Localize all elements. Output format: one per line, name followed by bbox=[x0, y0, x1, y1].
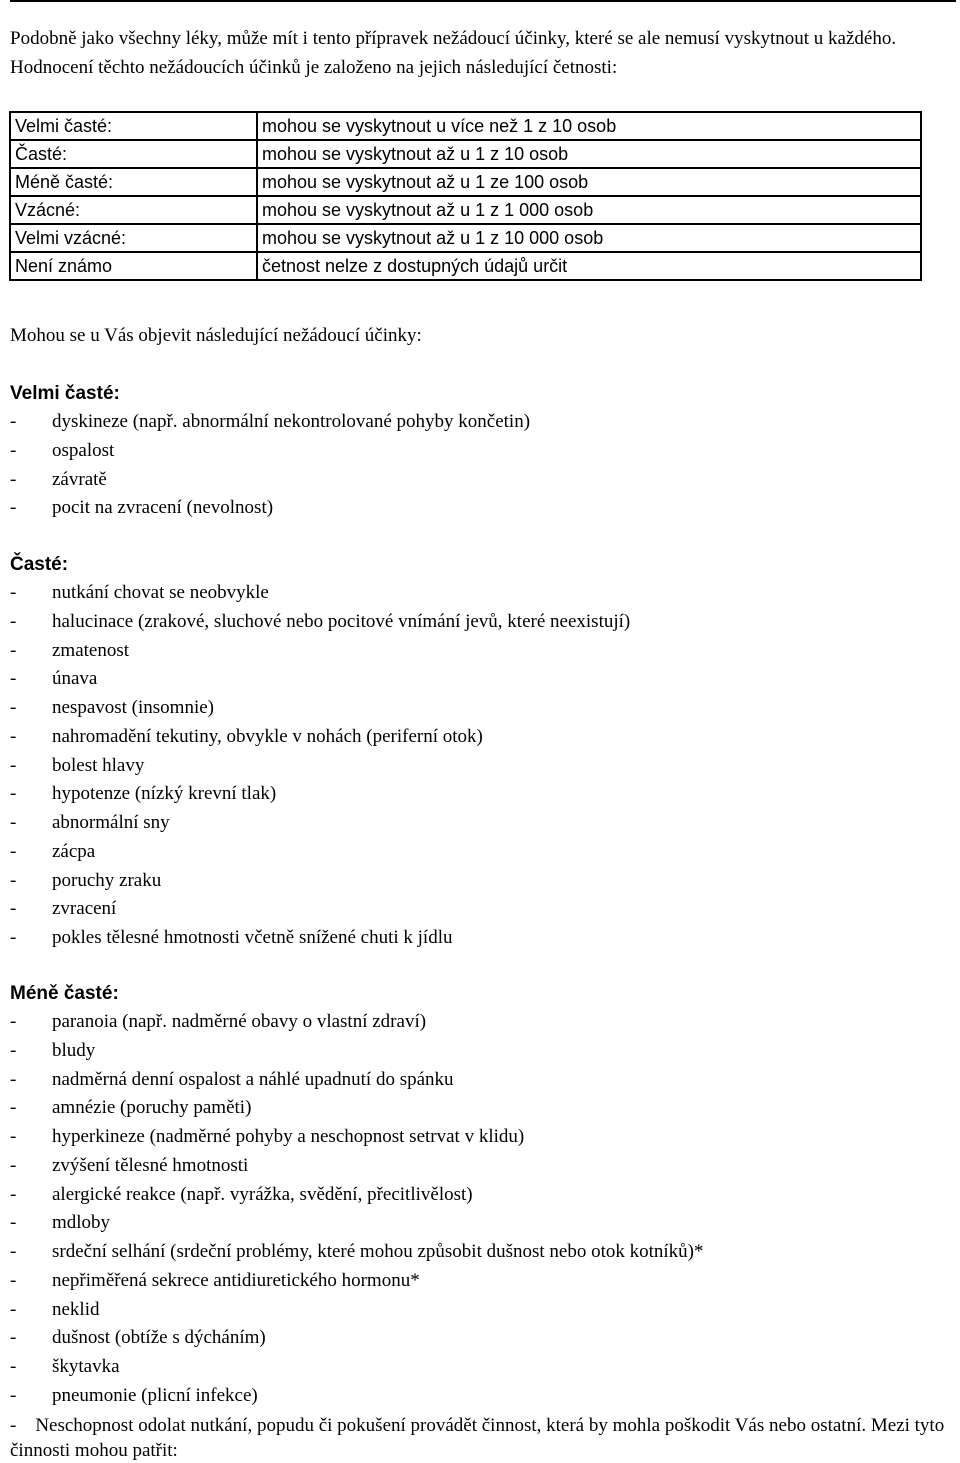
frequency-table bbox=[9, 111, 922, 281]
list-item: - srdeční selhání (srdeční problémy, které mohou způsobit dušnost nebo otok kotníků)* bbox=[10, 1241, 704, 1262]
frequency-description: mohou se vyskytnout u více než 1 z 10 osob bbox=[257, 112, 921, 140]
list-item: - pocit na zvracení (nevolnost) bbox=[10, 497, 274, 519]
table-row bbox=[10, 140, 921, 168]
list-item-text: nepřiměřená sekrece antidiuretického hormonu* bbox=[52, 1269, 420, 1291]
list-item-text: závratě bbox=[52, 468, 107, 490]
list-item: - nepřiměřená sekrece antidiuretického hormonu* bbox=[10, 1269, 420, 1291]
list-item-text: zácpa bbox=[52, 840, 96, 862]
section-uncommon bbox=[10, 980, 950, 1411]
list-item: - škytavka bbox=[10, 1356, 120, 1377]
list-item: - bludy bbox=[10, 1039, 96, 1061]
table-row bbox=[10, 112, 921, 140]
effects-list bbox=[10, 1008, 950, 1411]
list-item-text: alergické reakce (např. vyrážka, svědění, přecitlivělost) bbox=[52, 1183, 473, 1205]
list-item-text: Neschopnost odolat nutkání, popudu či pokušení provádět činnost, která by mohla poškodit Vás nebo ostatní. Mezi tyto činnosti mohou patřit: bbox=[10, 1415, 945, 1461]
list-item-text: bludy bbox=[52, 1039, 96, 1061]
list-item: - nespavost (insomnie) bbox=[10, 697, 215, 718]
list-item: - pneumonie (plicní infekce) bbox=[10, 1384, 258, 1406]
frequency-label: Časté: bbox=[10, 140, 257, 168]
list-item: - halucinace (zrakové, sluchové nebo pocitové vnímání jevů, které neexistují) bbox=[10, 610, 631, 632]
list-item-text: nahromadění tekutiny, obvykle v nohách (periferní otok) bbox=[52, 725, 483, 747]
list-item-text: halucinace (zrakové, sluchové nebo pocitové vnímání jevů, které neexistují) bbox=[52, 610, 631, 632]
list-item-text: hypotenze (nízký krevní tlak) bbox=[52, 783, 277, 805]
list-item-text: paranoia (např. nadměrné obavy o vlastní zdraví) bbox=[52, 1011, 427, 1032]
frequency-label: Velmi časté: bbox=[10, 112, 257, 140]
list-item: - mdloby bbox=[10, 1212, 111, 1234]
frequency-description: mohou se vyskytnout až u 1 z 1 000 osob bbox=[257, 196, 921, 224]
list-item-text: mdloby bbox=[52, 1212, 111, 1234]
list-item: - nahromadění tekutiny, obvykle v nohách (periferní otok) bbox=[10, 725, 483, 747]
list-item: - zvýšení tělesné hmotnosti bbox=[10, 1154, 249, 1176]
list-item-text: dyskineze (např. abnormální nekontrolované pohyby končetin) bbox=[52, 411, 531, 432]
list-item-text: nespavost (insomnie) bbox=[52, 697, 215, 718]
section-common bbox=[10, 551, 950, 953]
list-item-text: hyperkineze (nadměrné pohyby a neschopnost setrvat v klidu) bbox=[52, 1126, 525, 1147]
section-heading: Velmi časté: bbox=[10, 383, 120, 404]
list-item-text: nadměrná denní ospalost a náhlé upadnutí do spánku bbox=[52, 1068, 454, 1090]
list-item: - abnormální sny bbox=[10, 812, 170, 833]
list-item-text: ospalost bbox=[52, 439, 115, 461]
list-item-text: únava bbox=[52, 668, 98, 690]
list-item-text: dušnost (obtíže s dýcháním) bbox=[52, 1327, 266, 1349]
list-item: - poruchy zraku bbox=[10, 869, 162, 891]
list-item: - dušnost (obtíže s dýcháním) bbox=[10, 1327, 266, 1349]
lead-sentence: Mohou se u Vás objevit následující nežádoucí účinky: bbox=[10, 325, 422, 346]
list-item: - hyperkineze (nadměrné pohyby a neschopnost setrvat v klidu) bbox=[10, 1126, 525, 1147]
list-item-text: neklid bbox=[52, 1298, 100, 1320]
effects-list bbox=[10, 579, 950, 953]
list-item: - paranoia (např. nadměrné obavy o vlastní zdraví) bbox=[10, 1011, 427, 1032]
list-item: - hypotenze (nízký krevní tlak) bbox=[10, 783, 277, 805]
list-item-text: pneumonie (plicní infekce) bbox=[52, 1384, 258, 1406]
list-item-text: zvýšení tělesné hmotnosti bbox=[52, 1154, 249, 1176]
frequency-label: Vzácné: bbox=[10, 196, 257, 224]
list-item: - alergické reakce (např. vyrážka, svědění, přecitlivělost) bbox=[10, 1183, 473, 1205]
list-item-text: amnézie (poruchy paměti) bbox=[52, 1097, 252, 1119]
list-item: - bolest hlavy bbox=[10, 754, 145, 776]
frequency-label: Velmi vzácné: bbox=[10, 224, 257, 252]
list-item-text: poruchy zraku bbox=[52, 869, 162, 891]
list-item: - zmatenost bbox=[10, 639, 130, 661]
frequency-label: Méně časté: bbox=[10, 168, 257, 196]
list-item-text: srdeční selhání (srdeční problémy, které mohou způsobit dušnost nebo otok kotníků)* bbox=[52, 1241, 704, 1262]
list-item: - nadměrná denní ospalost a náhlé upadnutí do spánku bbox=[10, 1068, 454, 1090]
list-item-text: bolest hlavy bbox=[52, 754, 145, 776]
section-heading: Časté: bbox=[10, 554, 69, 575]
last-list-item bbox=[10, 1413, 950, 1463]
section-heading: Méně časté: bbox=[10, 983, 119, 1004]
intro-paragraph: Podobně jako všechny léky, může mít i tento přípravek nežádoucí účinky, které se ale nemusí vyskytnout u každého. Hodnocení těchto nežádoucích účinků je založeno na jejich následující četnosti: bbox=[10, 28, 897, 78]
list-item: - neklid bbox=[10, 1298, 100, 1320]
section-very-common bbox=[10, 380, 950, 523]
list-item: - dyskineze (např. abnormální nekontrolované pohyby končetin) bbox=[10, 411, 531, 432]
frequency-description: četnost nelze z dostupných údajů určit bbox=[257, 252, 921, 280]
top-rule bbox=[10, 0, 956, 2]
list-dash: - bbox=[10, 1415, 17, 1436]
list-item-text: zvracení bbox=[52, 898, 117, 920]
list-item: - závratě bbox=[10, 468, 107, 490]
frequency-description: mohou se vyskytnout až u 1 z 10 osob bbox=[257, 140, 921, 168]
list-item: - ospalost bbox=[10, 439, 115, 461]
effects-list bbox=[10, 408, 950, 523]
list-item-text: škytavka bbox=[52, 1356, 120, 1377]
table-row bbox=[10, 224, 921, 252]
list-item: - amnézie (poruchy paměti) bbox=[10, 1097, 252, 1119]
list-item: - nutkání chovat se neobvykle bbox=[10, 582, 269, 603]
list-item-text: abnormální sny bbox=[52, 812, 170, 833]
list-item-text: nutkání chovat se neobvykle bbox=[52, 582, 269, 603]
table-row bbox=[10, 252, 921, 280]
table-row bbox=[10, 196, 921, 224]
list-item-text: pocit na zvracení (nevolnost) bbox=[52, 497, 274, 519]
frequency-description: mohou se vyskytnout až u 1 ze 100 osob bbox=[257, 168, 921, 196]
list-item-text: zmatenost bbox=[52, 639, 130, 661]
list-item: - pokles tělesné hmotnosti včetně snížené chuti k jídlu bbox=[10, 927, 453, 948]
frequency-label: Není známo bbox=[10, 252, 257, 280]
list-item: - zácpa bbox=[10, 840, 96, 862]
frequency-description: mohou se vyskytnout až u 1 z 10 000 osob bbox=[257, 224, 921, 252]
list-item: - zvracení bbox=[10, 898, 117, 920]
list-item: - únava bbox=[10, 668, 98, 690]
table-row bbox=[10, 168, 921, 196]
list-item-text: pokles tělesné hmotnosti včetně snížené chuti k jídlu bbox=[52, 927, 453, 948]
